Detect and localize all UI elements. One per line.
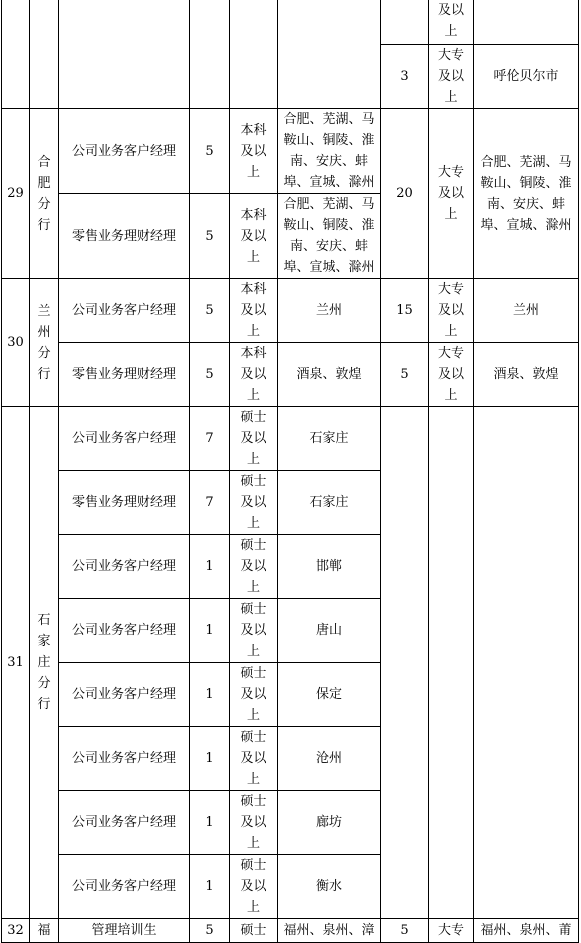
position-cell: 公司业务客户经理 bbox=[59, 109, 190, 194]
education-cell: 本科及以上 bbox=[230, 343, 278, 407]
no-cell: 32 bbox=[2, 919, 30, 943]
count-cell: 7 bbox=[190, 471, 230, 535]
recruitment-table bbox=[1, 0, 579, 943]
count2-cell bbox=[381, 0, 429, 45]
count-cell: 1 bbox=[190, 727, 230, 791]
position-cell: 公司业务客户经理 bbox=[59, 599, 190, 663]
education2-cell: 大专及以上 bbox=[429, 109, 474, 279]
count-cell: 5 bbox=[190, 194, 230, 279]
count-cell: 1 bbox=[190, 535, 230, 599]
location-cell: 兰州 bbox=[278, 279, 381, 343]
education-cell: 硕士及以上 bbox=[230, 535, 278, 599]
location-cell: 衡水 bbox=[278, 855, 381, 919]
bank-cell: 石家庄分行 bbox=[30, 407, 59, 919]
count2-cell: 5 bbox=[381, 343, 429, 407]
location-cell: 合肥、芜湖、马鞍山、铜陵、淮南、安庆、蚌埠、宣城、滁州 bbox=[278, 109, 381, 194]
bank-cell: 兰州分行 bbox=[30, 279, 59, 407]
count2-cell: 5 bbox=[381, 919, 429, 943]
count-cell: 1 bbox=[190, 599, 230, 663]
count-cell: 1 bbox=[190, 663, 230, 727]
education-cell bbox=[230, 0, 278, 109]
count-cell: 5 bbox=[190, 343, 230, 407]
location-cell: 沧州 bbox=[278, 727, 381, 791]
count-cell bbox=[190, 0, 230, 109]
count-cell: 5 bbox=[190, 919, 230, 943]
table-row bbox=[2, 919, 579, 943]
no-cell: 29 bbox=[2, 109, 30, 279]
education-cell: 硕士及以上 bbox=[230, 663, 278, 727]
location-cell: 石家庄 bbox=[278, 407, 381, 471]
position-cell: 公司业务客户经理 bbox=[59, 855, 190, 919]
bank-cell: 福 bbox=[30, 919, 59, 943]
position-cell: 公司业务客户经理 bbox=[59, 407, 190, 471]
education-cell: 硕士 bbox=[230, 919, 278, 943]
position-cell: 零售业务理财经理 bbox=[59, 343, 190, 407]
count2-cell: 15 bbox=[381, 279, 429, 343]
count2-cell bbox=[381, 407, 429, 919]
location2-cell: 合肥、芜湖、马鞍山、铜陵、淮南、安庆、蚌埠、宣城、滁州 bbox=[474, 109, 579, 279]
education-cell: 硕士及以上 bbox=[230, 407, 278, 471]
education-cell: 本科及以上 bbox=[230, 279, 278, 343]
count-cell: 7 bbox=[190, 407, 230, 471]
education2-cell bbox=[429, 407, 474, 919]
location-cell: 廊坊 bbox=[278, 791, 381, 855]
education-cell: 硕士及以上 bbox=[230, 599, 278, 663]
location2-cell bbox=[474, 407, 579, 919]
position-cell: 公司业务客户经理 bbox=[59, 535, 190, 599]
position-cell: 公司业务客户经理 bbox=[59, 791, 190, 855]
position-cell: 公司业务客户经理 bbox=[59, 727, 190, 791]
count2-cell: 3 bbox=[381, 45, 429, 109]
bank-cell: 合肥分行 bbox=[30, 109, 59, 279]
count2-cell: 20 bbox=[381, 109, 429, 279]
position-cell: 零售业务理财经理 bbox=[59, 471, 190, 535]
bank-cell bbox=[30, 0, 59, 109]
table-row bbox=[2, 109, 579, 194]
education-cell: 硕士及以上 bbox=[230, 855, 278, 919]
location2-cell: 酒泉、敦煌 bbox=[474, 343, 579, 407]
table-row bbox=[2, 407, 579, 471]
count-cell: 5 bbox=[190, 279, 230, 343]
position-cell: 公司业务客户经理 bbox=[59, 279, 190, 343]
education-cell: 本科及以上 bbox=[230, 194, 278, 279]
location2-cell: 呼伦贝尔市 bbox=[474, 45, 579, 109]
education-cell: 硕士及以上 bbox=[230, 727, 278, 791]
education2-cell: 大专及以上 bbox=[429, 279, 474, 343]
table-row bbox=[2, 279, 579, 343]
location-cell bbox=[278, 0, 381, 109]
location-cell: 酒泉、敦煌 bbox=[278, 343, 381, 407]
education2-cell: 大专 bbox=[429, 919, 474, 943]
education2-cell: 大专及以上 bbox=[429, 343, 474, 407]
location-cell: 合肥、芜湖、马鞍山、铜陵、淮南、安庆、蚌埠、宣城、滁州 bbox=[278, 194, 381, 279]
count-cell: 1 bbox=[190, 855, 230, 919]
table-row bbox=[2, 0, 579, 45]
location-cell: 保定 bbox=[278, 663, 381, 727]
location2-cell: 兰州 bbox=[474, 279, 579, 343]
education-cell: 硕士及以上 bbox=[230, 471, 278, 535]
location-cell: 石家庄 bbox=[278, 471, 381, 535]
position-cell: 零售业务理财经理 bbox=[59, 194, 190, 279]
location-cell: 邯郸 bbox=[278, 535, 381, 599]
count-cell: 1 bbox=[190, 791, 230, 855]
education2-cell: 大专及以上 bbox=[429, 45, 474, 109]
no-cell: 31 bbox=[2, 407, 30, 919]
education2-cell: 及以上 bbox=[429, 0, 474, 45]
count-cell: 5 bbox=[190, 109, 230, 194]
education-cell: 硕士及以上 bbox=[230, 791, 278, 855]
location-cell: 福州、泉州、漳 bbox=[278, 919, 381, 943]
education-cell: 本科及以上 bbox=[230, 109, 278, 194]
location2-cell bbox=[474, 0, 579, 45]
no-cell bbox=[2, 0, 30, 109]
position-cell: 公司业务客户经理 bbox=[59, 663, 190, 727]
position-cell: 管理培训生 bbox=[59, 919, 190, 943]
location2-cell: 福州、泉州、莆 bbox=[474, 919, 579, 943]
table-row bbox=[2, 343, 579, 407]
no-cell: 30 bbox=[2, 279, 30, 407]
location-cell: 唐山 bbox=[278, 599, 381, 663]
position-cell bbox=[59, 0, 190, 109]
